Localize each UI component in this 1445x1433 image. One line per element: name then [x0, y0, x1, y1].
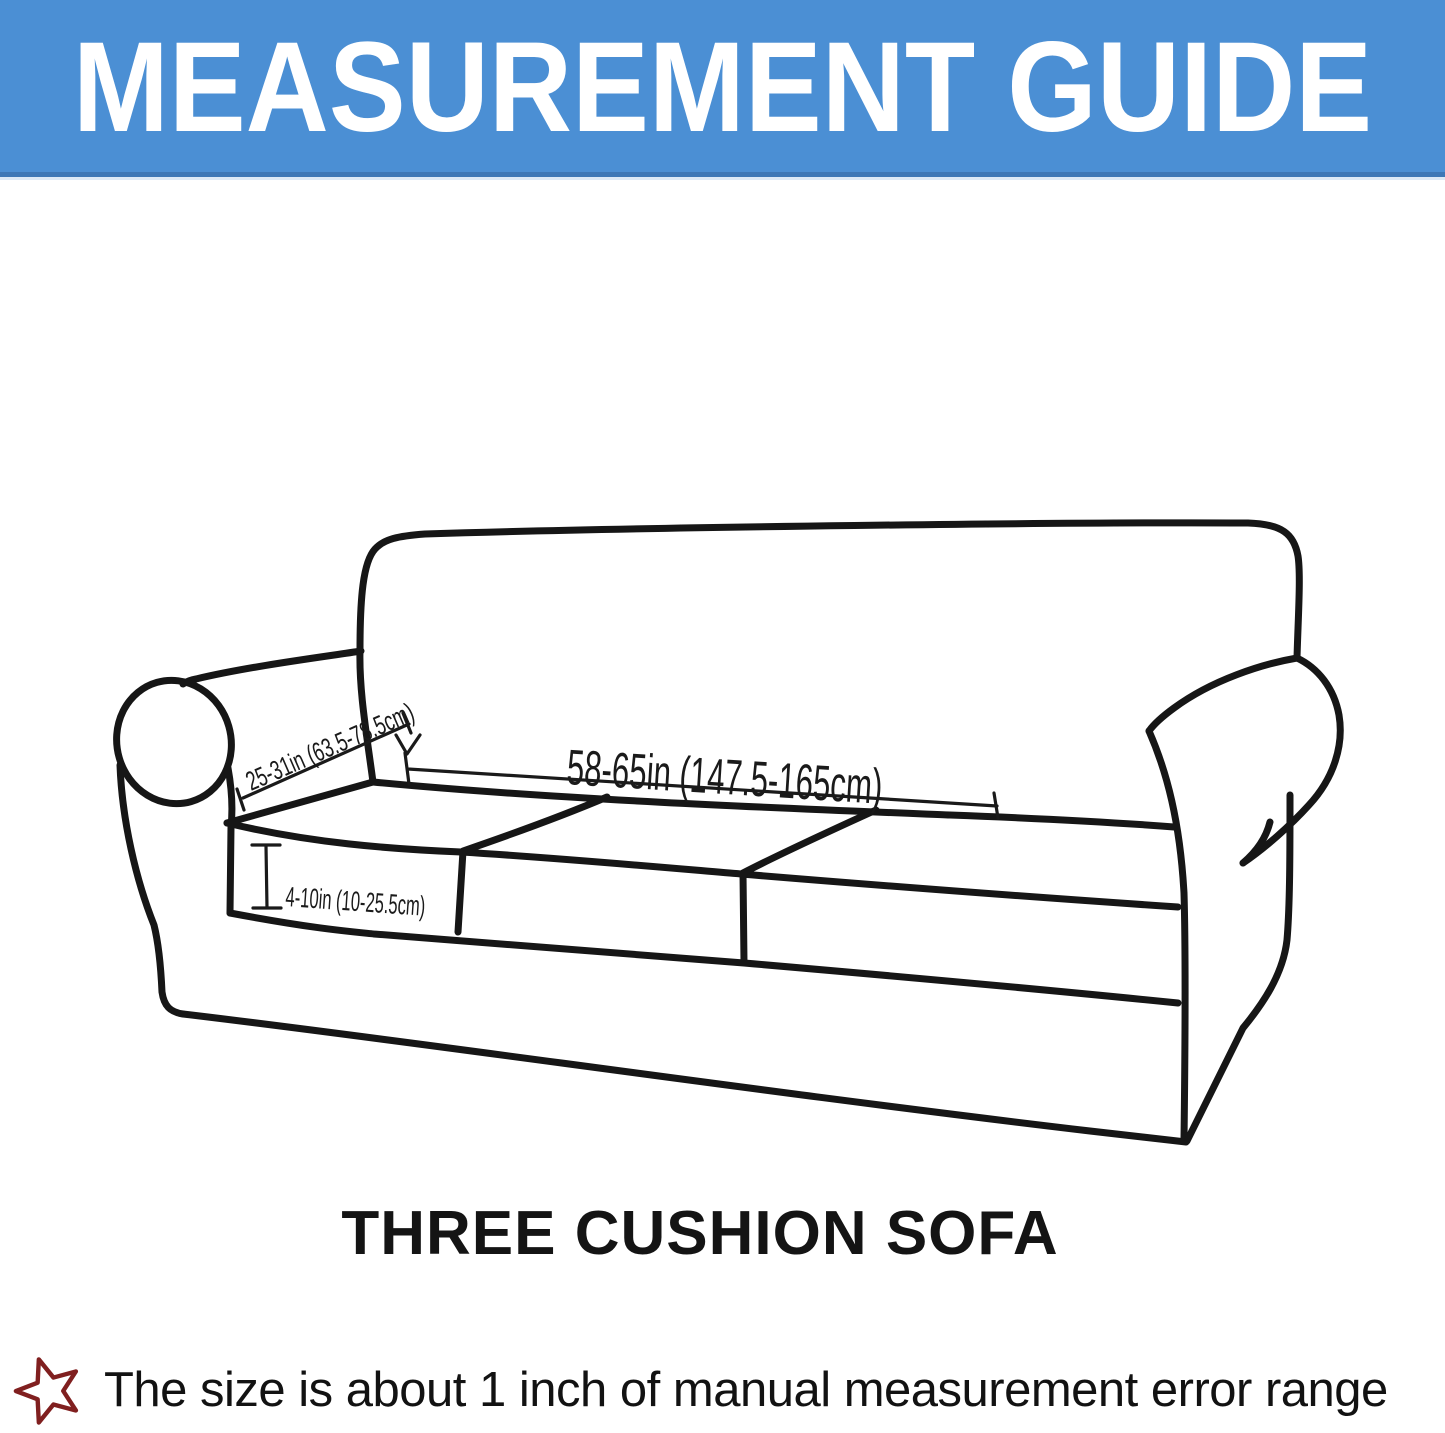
sofa-type-label: THREE CUSHION SOFA [341, 1199, 1059, 1268]
sofa-bottom-edge [183, 1014, 1186, 1142]
cushion-width-label: 25-31in (63.5-78.5cm) [241, 663, 498, 797]
left-arm-top-edge [183, 651, 361, 684]
right-arm-top-edge [1149, 658, 1297, 731]
star-outline-icon [5, 1347, 93, 1432]
page-title: MEASUREMENT GUIDE [72, 16, 1373, 159]
cushion-height-label: 4-10in (10-25.5cm) [284, 881, 523, 929]
seat-slab-bottom-edge [230, 913, 1178, 1003]
footnote [10, 1352, 1445, 1428]
sofa-drawing [102, 523, 1340, 1142]
footnote-text: The size is about 1 inch of manual measurement error range [104, 1363, 1388, 1417]
cushion-divider-1 [458, 797, 607, 932]
right-arm-front-edge [1187, 795, 1290, 1141]
sofa-backrest [360, 523, 1299, 782]
left-arm-inner-edge [228, 768, 232, 913]
seat-width-label: 58-65in (147.5-165cm) [565, 739, 1074, 827]
right-arm-inner-edge [1149, 731, 1185, 1140]
cushion-width-arrow [396, 735, 420, 754]
cushion-height-line [252, 845, 281, 908]
